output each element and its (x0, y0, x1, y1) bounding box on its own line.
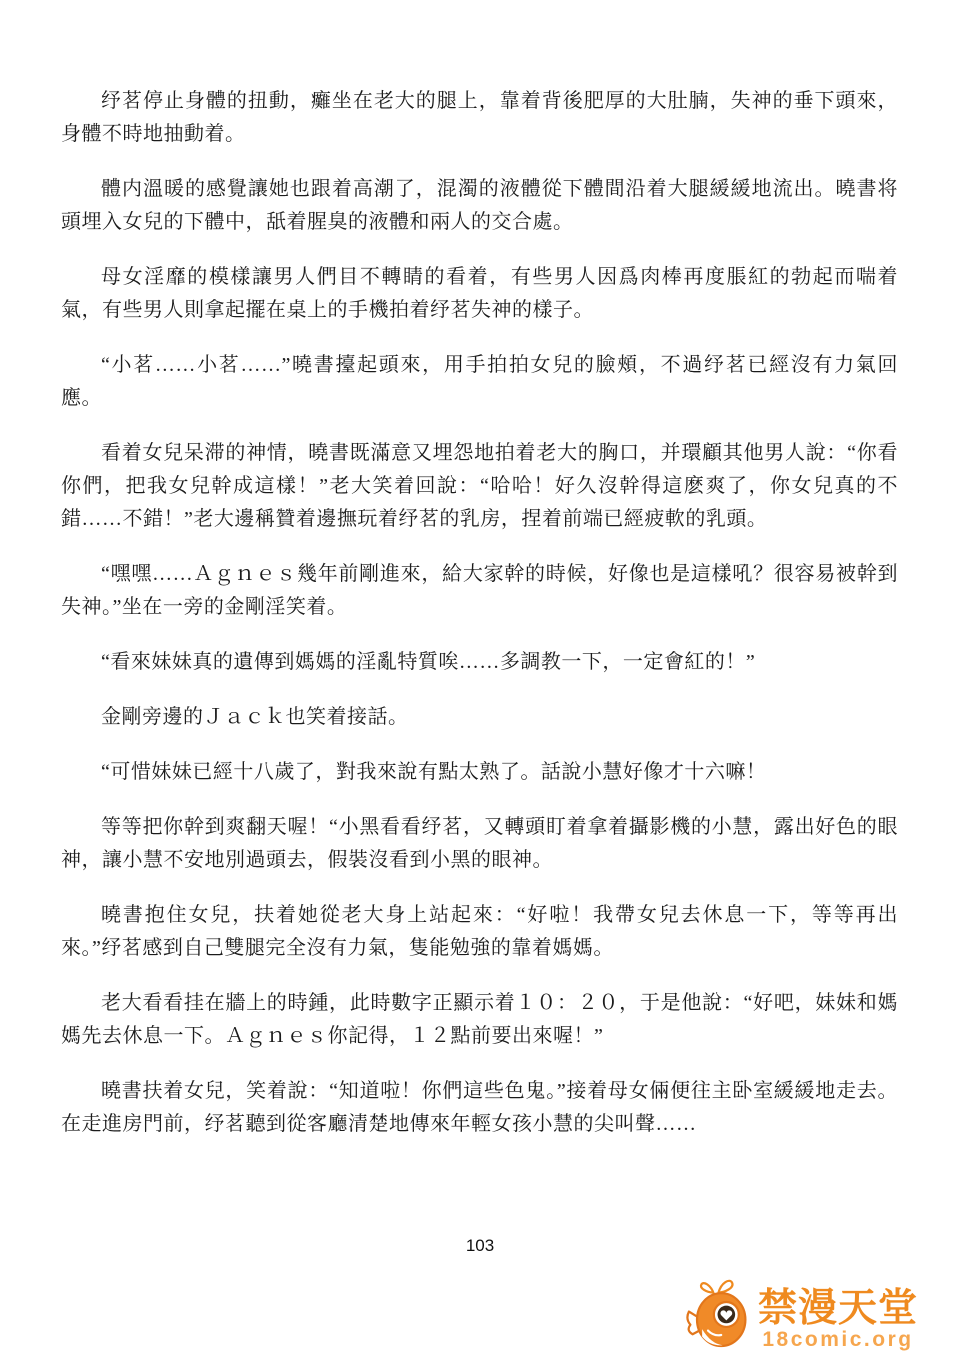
paragraph: 看着女兒呆滞的神情，曉書既滿意又埋怨地拍着老大的胸口，并環顧其他男人說：“你看你們，把我女兒幹成這樣！”老大笑着回說：“哈哈！好久沒幹得這麽爽了，你女兒真的不錯……不錯！”老大邊稱贊着邊撫玩着纾茗的乳房，捏着前端已經疲軟的乳頭。 (61, 442, 898, 530)
paragraph: 體内溫暖的感覺讓她也跟着高潮了，混濁的液體從下體間沿着大腿緩緩地流出。曉書将頭埋入女兒的下體中，舐着腥臭的液體和兩人的交合處。 (61, 178, 898, 233)
paragraph: 曉書扶着女兒，笑着說：“知道啦！你們這些色鬼。”接着母女倆便往主卧室緩緩地走去。在走進房門前，纾茗聽到從客廳清楚地傳來年輕女孩小慧的尖叫聲…… (61, 1080, 898, 1135)
site-name: 禁漫天堂 (757, 1287, 918, 1330)
paragraph: 纾茗停止身體的扭動，癱坐在老大的腿上，靠着背後肥厚的大肚腩，失神的垂下頭來，身體不時地抽動着。 (61, 90, 898, 145)
page-number: 103 (465, 1236, 495, 1255)
paragraph: “嘿嘿……Ａｇｎｅｓ幾年前剛進來，給大家幹的時候，好像也是這樣吼？很容易被幹到失神。”坐在一旁的金剛淫笑着。 (61, 563, 898, 618)
paragraph: 曉書抱住女兒，扶着她從老大身上站起來：“好啦！我帶女兒去休息一下，等等再出來。”纾茗感到自己雙腿完全沒有力氣，隻能勉強的靠着媽媽。 (61, 904, 898, 959)
logo-text (757, 1287, 918, 1351)
paragraph: 母女淫靡的模樣讓男人們目不轉睛的看着，有些男人因爲肉棒再度脹紅的勃起而喘着氣，有些男人則拿起擺在桌上的手機拍着纾茗失神的樣子。 (61, 266, 898, 321)
paragraph: 金剛旁邊的Ｊａｃｋ也笑着接話。 (101, 706, 409, 728)
novel-text-block (61, 85, 898, 1163)
paragraph: 等等把你幹到爽翻天喔！“小黑看看纾茗，又轉頭盯着拿着攝影機的小慧，露出好色的眼神，讓小慧不安地別過頭去，假裝沒看到小黑的眼神。 (61, 816, 898, 871)
paragraph: “看來妹妹真的遺傳到媽媽的淫亂特質唉……多調教一下，一定會紅的！” (101, 651, 756, 673)
paragraph: “小茗……小茗……”曉書擡起頭來，用手拍拍女兒的臉頰，不過纾茗已經沒有力氣回應。 (61, 354, 898, 409)
site-url: 18comic.org (762, 1328, 914, 1351)
paragraph: 老大看看挂在牆上的時鍾，此時數字正顯示着１０：２０，于是他說：“好吧，妹妹和媽媽先去休息一下。Ａｇｎｅｓ你記得，１２點前要出來喔！” (61, 992, 898, 1047)
paragraph: “可惜妹妹已經十八歲了，對我來說有點太熟了。話說小慧好像才十六嘛！ (101, 761, 767, 783)
site-watermark-logo (686, 1276, 918, 1351)
mascot-icon (686, 1276, 752, 1350)
